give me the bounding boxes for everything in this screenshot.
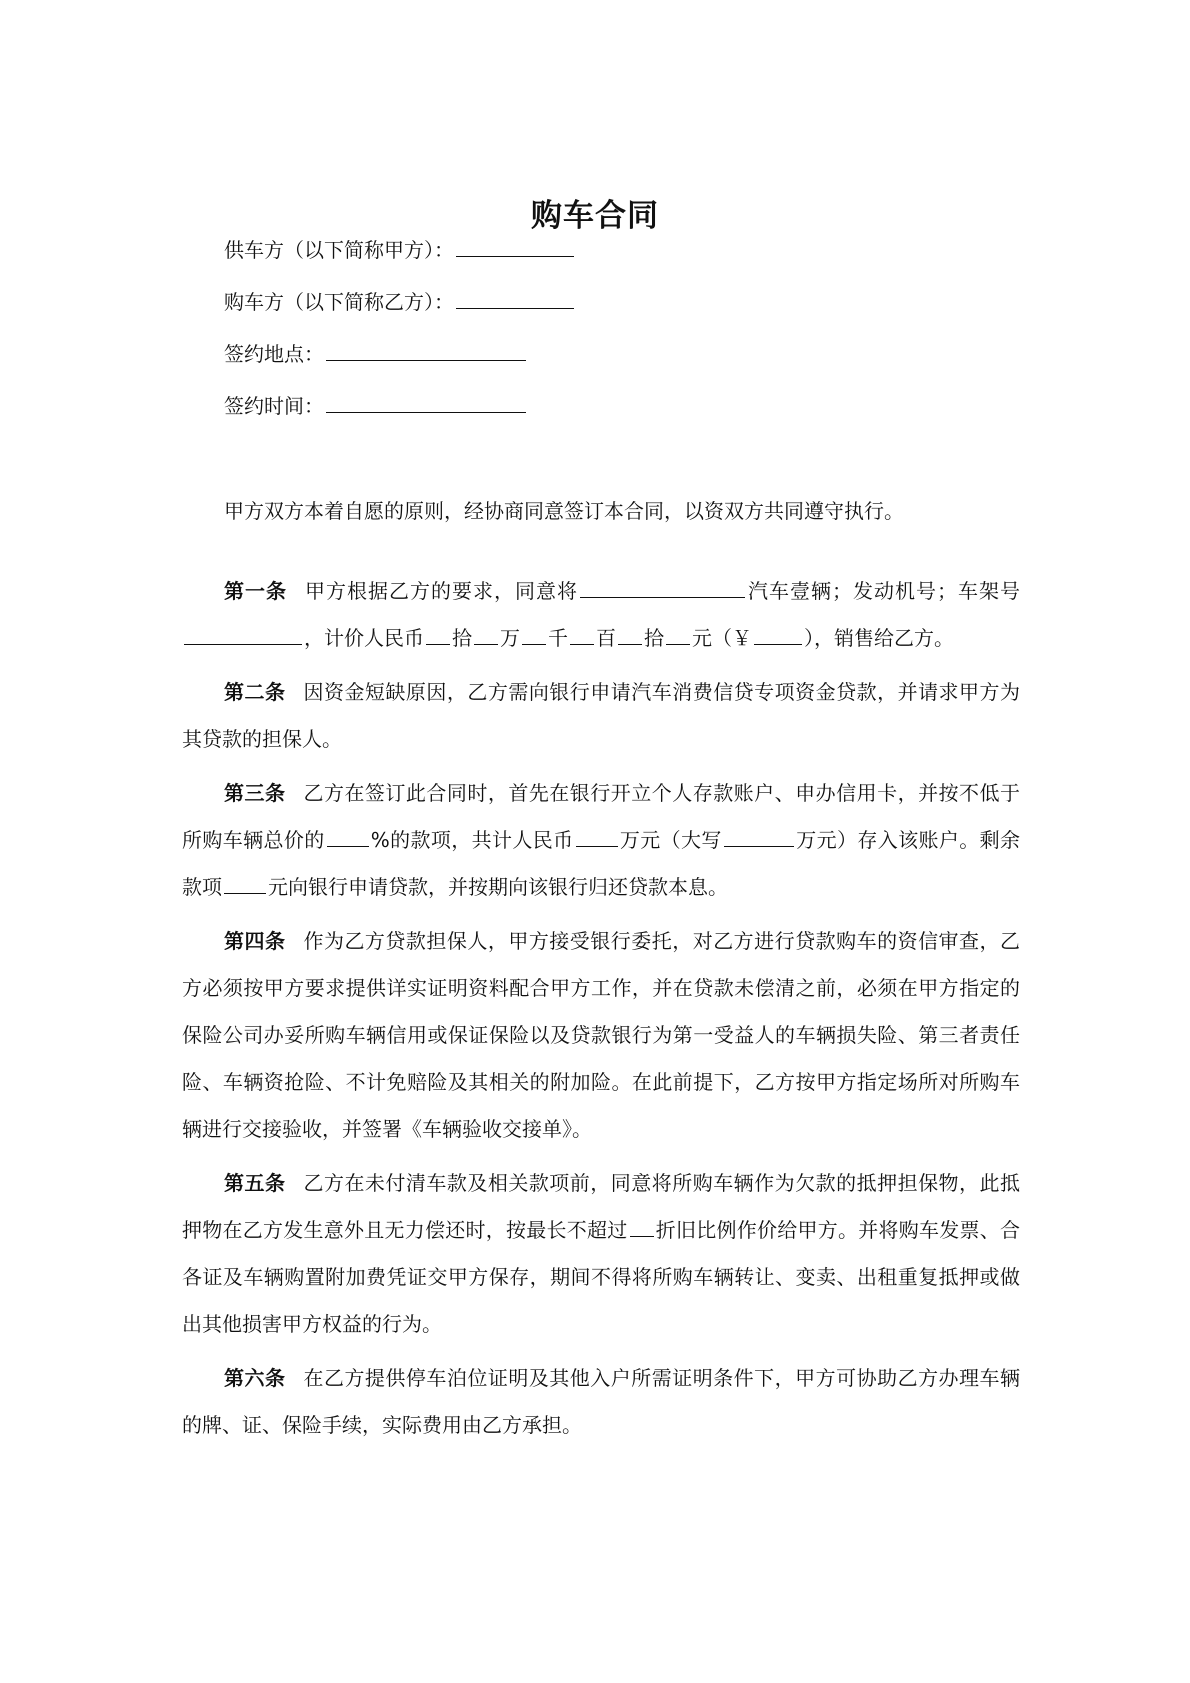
frame-number-blank (184, 618, 302, 645)
unit-wan: 万 (500, 626, 520, 650)
article-4 (182, 918, 1020, 1153)
article-1-text-2: 汽车壹辆；发动机号；车架号 (747, 579, 1020, 603)
article-6-head: 第六条 (224, 1366, 286, 1390)
article-3-text-1: 乙方在签订此合同时，首先在银行开立个人存款账户、申办信用卡，并按不低于所购车辆总价的 (182, 781, 1021, 852)
buyer-label: 购车方（以下简称乙方）： (224, 290, 454, 314)
article-2-head: 第二条 (224, 680, 286, 704)
article-3-text-3: 万元（大写 (619, 828, 722, 852)
deposit-blank (576, 820, 618, 847)
car-model-blank (580, 571, 745, 598)
article-1 (182, 568, 1020, 662)
percent-blank (327, 820, 369, 847)
amount-blank (618, 618, 642, 645)
article-3-head: 第三条 (224, 781, 286, 805)
unit-bai: 百 (596, 626, 616, 650)
article-3 (182, 770, 1020, 911)
article-5-head: 第五条 (224, 1171, 286, 1195)
depreciation-blank (630, 1210, 654, 1237)
buyer-line (224, 284, 576, 317)
place-line (224, 336, 528, 369)
article-3-text-2: %的款项，共计人民币 (370, 828, 574, 852)
article-1-text-4: ），销售给乙方。 (804, 626, 954, 650)
article-1-head: 第一条 (224, 579, 287, 603)
article-3-text-5: 元向银行申请贷款，并按期向该银行归还贷款本息。 (268, 875, 728, 899)
article-5-text-2: 折旧比例作价给甲方。并将购车发票、合各证及车辆购置附加费凭证交甲方保存，期间不得将所购车辆转让、变卖、出租重复抵押或做出其他损害甲方权益的行为。 (182, 1218, 1020, 1336)
unit-qian: 千 (548, 626, 568, 650)
supplier-blank (456, 232, 574, 257)
amount-blank (474, 618, 498, 645)
unit-shi-2: 拾 (644, 626, 664, 650)
deposit-capital-blank (724, 820, 794, 847)
place-blank (326, 336, 526, 361)
amount-blank (522, 618, 546, 645)
time-line (224, 388, 528, 421)
amount-figure-blank (754, 618, 802, 645)
supplier-label: 供车方（以下简称甲方）： (224, 238, 454, 262)
article-5-text-1: 乙方在未付清车款及相关款项前，同意将所购车辆作为欠款的抵押担保物，此抵押物在乙方发生意外且无力偿还时，按最长不超过 (182, 1171, 1021, 1242)
intro-paragraph: 甲方双方本着自愿的原则，经协商同意签订本合同，以资双方共同遵守执行。 (224, 499, 904, 523)
time-blank (326, 388, 526, 413)
loan-blank (224, 867, 266, 894)
article-2 (182, 669, 1020, 763)
unit-yuan: 元（￥ (692, 626, 752, 650)
page-title: 购车合同 (531, 198, 659, 234)
article-5 (182, 1160, 1020, 1348)
article-4-text: 作为乙方贷款担保人，甲方接受银行委托，对乙方进行贷款购车的资信审查，乙方必须按甲方要求提供详实证明资料配合甲方工作，并在贷款未偿清之前，必须在甲方指定的保险公司办妥所购车辆信用或保证保险以及贷款银行为第一受益人的车辆损失险、第三者责任险、车辆资抢险、不计免赔险及其相关的附加险。在此前提下，乙方按甲方指定场所对所购车辆进行交接验收，并签署《车辆验收交接单》。 (182, 929, 1021, 1141)
article-2-text: 因资金短缺原因，乙方需向银行申请汽车消费信贷专项资金贷款，并请求甲方为其贷款的担保人。 (182, 680, 1021, 751)
article-1-text-3: ，计价人民币 (304, 626, 424, 650)
time-label: 签约时间： (224, 394, 324, 418)
article-4-head: 第四条 (224, 929, 286, 953)
supplier-line (224, 232, 576, 265)
amount-blank (666, 618, 690, 645)
amount-blank (426, 618, 450, 645)
amount-blank (570, 618, 594, 645)
place-label: 签约地点： (224, 342, 324, 366)
article-6-text: 在乙方提供停车泊位证明及其他入户所需证明条件下，甲方可协助乙方办理车辆的牌、证、保险手续，实际费用由乙方承担。 (182, 1366, 1021, 1437)
unit-shi-1: 拾 (452, 626, 472, 650)
articles (182, 568, 1020, 1456)
buyer-blank (456, 284, 574, 309)
article-6 (182, 1355, 1020, 1449)
article-1-text-1: 甲方根据乙方的要求，同意将 (305, 579, 578, 603)
article-3-text-4: 万元）存入该账户。剩余款项 (182, 828, 1021, 899)
